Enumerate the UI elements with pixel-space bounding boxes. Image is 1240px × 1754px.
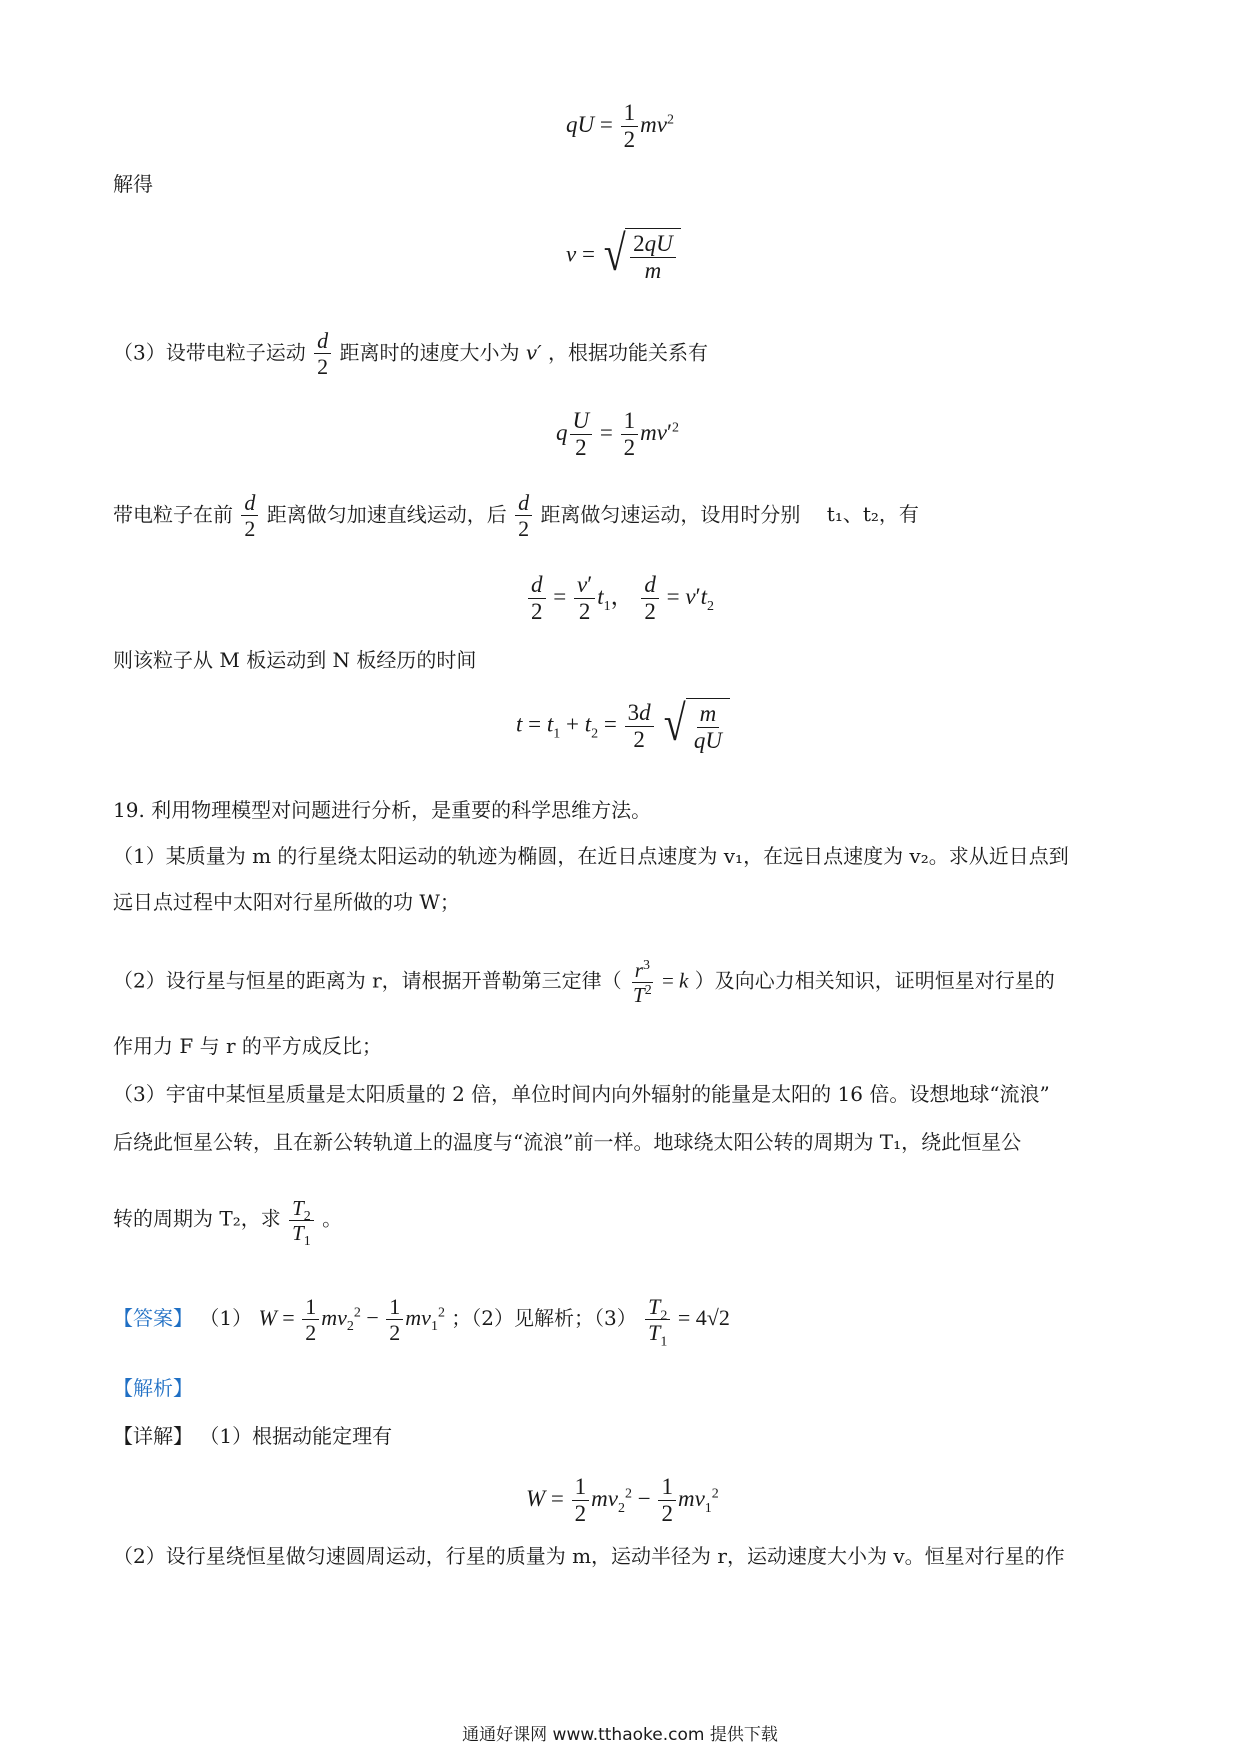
text-p3-v: v′ — [525, 340, 542, 365]
text-q19-3d: 。 — [322, 1206, 343, 1231]
equation-work: W = $\frac{1}{2}$ $mv_2^2$ − $\frac{1}{2}$ $mv_1^2$ — [526, 1474, 719, 1527]
text-p3-b: 距离时的速度大小为 — [339, 340, 520, 365]
equation-total-time: $t = t_1 + t_2$ = $\frac{3d}{2}$ √ $\frac{m}{qU}$ — [516, 698, 730, 755]
paragraph-motion: 带电粒子在前 $\frac{d}{2}$ 距离做匀加速直线运动，后 $\frac{d}{2}$ 距离做匀速运动，设用时分别 t₁、t₂，有 — [113, 490, 919, 542]
equation-energy: qU = $\frac{1}{2}$ $mv^2$ — [566, 100, 674, 153]
text-p3-a: （3）设带电粒子运动 — [113, 340, 306, 365]
text-p3-c: ，根据功能关系有 — [548, 340, 709, 365]
text-q19-2b: ）及向心力相关知识，证明恒星对行星的 — [694, 968, 1055, 993]
answer-part1: （1） — [199, 1305, 253, 1330]
text-q19-3c: 转的周期为 T₂，求 — [113, 1206, 281, 1231]
question-19-part3-line1: （3）宇宙中某恒星质量是太阳质量的 2 倍，单位时间内向外辐射的能量是太阳的 16 倍。设想地球“流浪” — [113, 1082, 1050, 1106]
text-q19-2a: （2）设行星与恒星的距离为 r，请根据开普勒第三定律（ — [113, 968, 622, 993]
equation-times: $\frac{d}{2}$ = $\frac{v'}{2}$ $t_1$， $\frac{d}{2}$ = $v't_2$ — [526, 572, 714, 626]
detail-line1 — [113, 1426, 392, 1446]
answer-line: 【答案】 （1） W = $\frac{1}{2}$ $mv_2^2$ − $\frac{1}{2}$ $mv_1^2$ ；（2）见解析；（3） $\frac{T_2}{T_1}$ = 4√2 — [113, 1294, 730, 1350]
paragraph-part3: （3）设带电粒子运动 $\frac{d}{2}$ 距离时的速度大小为 v′ ，根据功能关系有 — [113, 328, 709, 380]
answer-part2: ；（2）见解析；（3） — [451, 1305, 637, 1330]
analysis-label: 【解析】 — [113, 1376, 193, 1400]
text-p4-a: 带电粒子在前 — [113, 502, 233, 527]
detail-label: 【详解】 — [113, 1424, 193, 1448]
detail-part1: （1）根据动能定理有 — [199, 1424, 393, 1448]
question-19-part2-line2: 作用力 F 与 r 的平方成反比； — [113, 1034, 382, 1058]
text-p4-d: t₁、t₂，有 — [826, 502, 919, 527]
question-19-part3-line2: 后绕此恒星公转，且在新公转轨道上的温度与“流浪”前一样。地球绕太阳公转的周期为 T₁，绕此恒星公 — [113, 1130, 1022, 1154]
text-p5: 则该粒子从 M 板运动到 N 板经历的时间 — [113, 648, 477, 672]
text-p4-c: 距离做匀速运动，设用时分别 — [540, 502, 801, 527]
question-19-part2-line1: （2）设行星与恒星的距离为 r，请根据开普勒第三定律（ $\frac{r^3}{T^2}$ = k ）及向心力相关知识，证明恒星对行星的 — [113, 958, 1055, 1008]
equation-velocity: v = √ $\frac{2qU}{m}$ — [566, 228, 681, 285]
question-19-part1-line2: 远日点过程中太阳对行星所做的功 W； — [113, 890, 460, 914]
question-19-part1-line1: （1）某质量为 m 的行星绕太阳运动的轨迹为椭圆，在近日点速度为 v₁，在远日点速度为 v₂。求从近日点到 — [113, 844, 1069, 868]
answer-label: 【答案】 — [113, 1305, 193, 1330]
footer-source: 通通好课网 www.tthaoke.com 提供下载 — [462, 1725, 778, 1745]
text-jiede: 解得 — [113, 172, 153, 196]
question-19-part3-line3: 转的周期为 T₂，求 $\frac{T_2}{T_1}$ 。 — [113, 1196, 343, 1250]
question-19: 19. 利用物理模型对问题进行分析，是重要的科学思维方法。 — [113, 798, 652, 822]
text-p4-b: 距离做匀加速直线运动，后 — [266, 502, 507, 527]
detail-line2: （2）设行星绕恒星做匀速圆周运动，行星的质量为 m，运动半径为 r，运动速度大小为 v。恒星对行星的作 — [113, 1544, 1065, 1568]
equation-half-energy: q $\frac{U}{2}$ = $\frac{1}{2}$ $mv'^2$ — [556, 408, 679, 461]
